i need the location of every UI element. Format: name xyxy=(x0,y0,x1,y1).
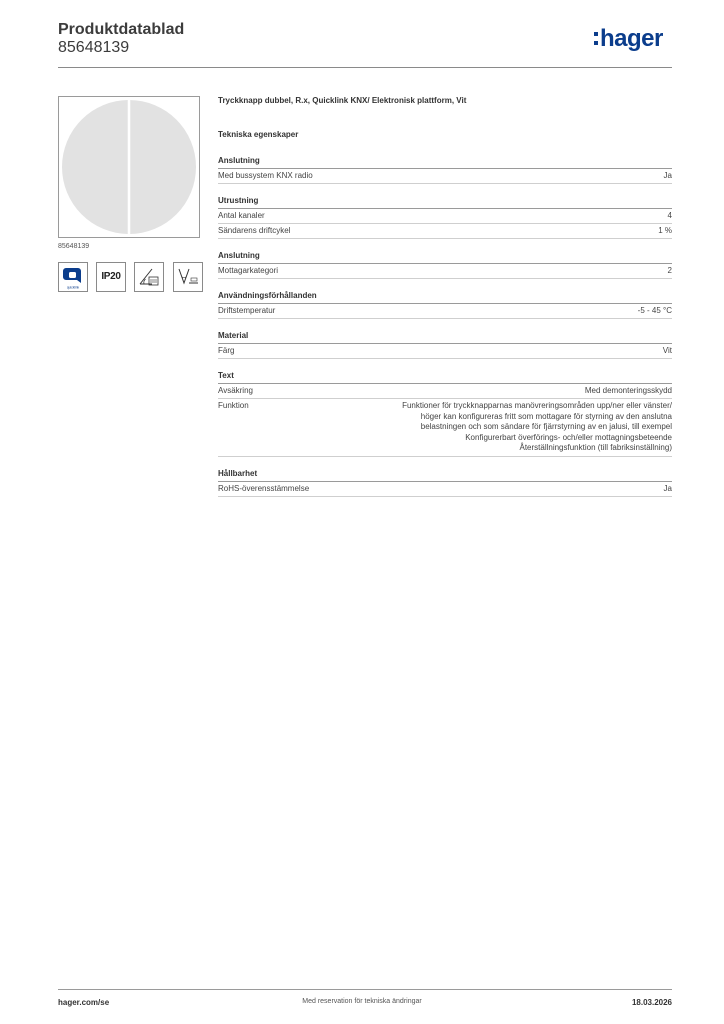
spec-label: Avsäkring xyxy=(218,386,253,395)
spec-value-line: Konfigurerbart överförings- och/eller mottagningsbeteende xyxy=(465,432,672,442)
footer-website-link[interactable]: hager.com/se xyxy=(58,998,110,1007)
logo-colon-icon xyxy=(594,30,599,47)
spec-label: Antal kanaler xyxy=(218,211,265,220)
product-description: Tryckknapp dubbel, R.x, Quicklink KNX/ Elektronisk plattform, Vit xyxy=(218,96,467,105)
spec-value: -5 - 45 °C xyxy=(637,306,672,315)
spec-row xyxy=(218,399,672,457)
spec-label: Färg xyxy=(218,346,235,355)
ip20-badge: IP20 xyxy=(96,262,126,292)
spec-value: 2 xyxy=(667,266,672,275)
spec-row xyxy=(218,169,672,184)
spec-value: 1 % xyxy=(658,226,672,235)
spec-value-line: Återställningsfunktion (till fabriksinställning) xyxy=(519,443,672,452)
spec-label: Driftstemperatur xyxy=(218,306,276,315)
frame-mounting-badge xyxy=(173,262,203,292)
spec-label: Funktion xyxy=(218,401,249,410)
spec-value-line: belastningen och som sändare för fjärrstyrning av en jalusi, till exempel xyxy=(420,422,672,431)
logo-text: hager xyxy=(600,25,663,52)
footer-date: 18.03.2026 xyxy=(631,998,672,1007)
spec-row xyxy=(218,482,672,497)
spec-value: Ja xyxy=(663,171,672,180)
spec-value-line: höger kan konfigureras fritt som mottagare för styrning av den anslutna xyxy=(420,411,672,421)
frame-mounting-icon xyxy=(174,263,202,291)
hager-logo xyxy=(594,27,663,51)
spec-label: Med bussystem KNX radio xyxy=(218,171,313,180)
spec-row xyxy=(218,304,672,319)
spec-value: Ja xyxy=(663,483,672,493)
mounting-height-badge xyxy=(134,262,164,292)
footer-note: Med reservation för tekniska ändringar xyxy=(302,998,422,1005)
spec-row xyxy=(218,209,672,224)
group-title-text: Text xyxy=(218,371,672,384)
double-push-button-icon xyxy=(59,97,199,237)
quicklink-badge-label: quicklink xyxy=(66,285,80,290)
group-title-material: Material xyxy=(218,331,672,344)
spec-value: 4 xyxy=(667,211,672,220)
spec-label: RoHS-överensstämmelse xyxy=(218,483,310,493)
spec-row xyxy=(218,344,672,359)
group-title-utrustning: Utrustning xyxy=(218,196,672,209)
specification-content xyxy=(218,96,672,497)
quicklink-badge xyxy=(58,262,88,292)
product-code: 85648139 xyxy=(58,243,90,250)
spec-label: Mottagarkategori xyxy=(218,266,279,275)
page-title: Produktdatablad xyxy=(58,21,185,38)
spec-label: Sändarens driftcykel xyxy=(218,226,291,235)
spec-value-multiline xyxy=(342,401,672,454)
footer-divider xyxy=(58,989,672,990)
header-divider xyxy=(58,67,672,68)
group-title-anslutning-2: Anslutning xyxy=(218,251,672,264)
group-title-anslutning: Anslutning xyxy=(218,156,672,169)
group-title-hallbarhet: Hållbarhet xyxy=(218,469,672,482)
spec-value: Med demonteringsskydd xyxy=(584,386,672,395)
spec-row xyxy=(218,224,672,239)
spec-row xyxy=(218,384,672,399)
spec-value-line: Funktioner för tryckknapparnas manövreringsområden upp/ner eller vänster/ xyxy=(402,401,672,410)
product-number: 85648139 xyxy=(58,39,130,56)
quicklink-icon xyxy=(59,263,87,291)
group-title-anvandningsforhallanden: Användningsförhållanden xyxy=(218,291,672,304)
spec-value: Vit xyxy=(662,346,672,355)
spec-row xyxy=(218,264,672,279)
product-image xyxy=(58,96,200,238)
section-heading: Tekniska egenskaper xyxy=(218,130,299,139)
mounting-height-icon xyxy=(135,263,163,291)
